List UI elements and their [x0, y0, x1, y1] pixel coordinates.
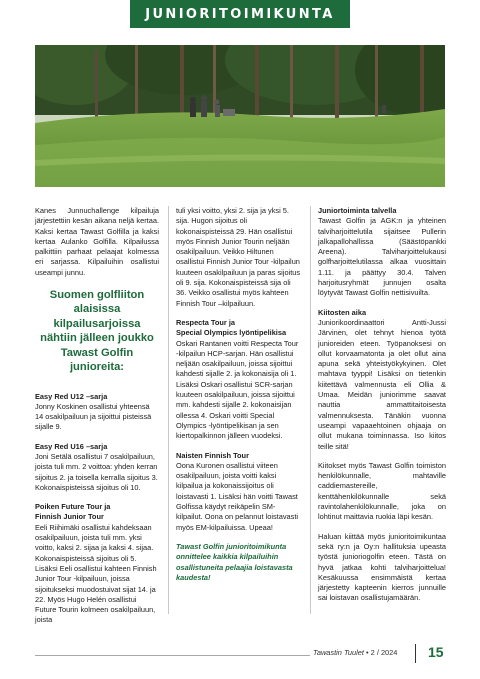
- poiken-paragraph: Eeli Riihimäki osallistui kahdeksaan osakilpailuun, joista tuli mm. yksi voitto, kaksi 2. sijaa ja kaksi 4. sijaa. Kokonaispisteissä sijoitus oli 5. Lisäksi Eeli osallistui kahteen Finnish Junior Tour -kilpailuun, joissa sijoitukseksi muodostuivat sijat 14. ja 22. Myös Hugo Helén osallistui Future Tourin kolmeen osakilpailuun, joista: [35, 522, 157, 625]
- respecta-heading-line1: Respecta Tour ja: [176, 317, 236, 327]
- thanks-heading: Kiitosten aika: [318, 307, 367, 317]
- u12-paragraph: Jonny Koskinen osallistui yhteensä 14 osakilpailuun ja sijoittui pisteissä sijalle 9.: [35, 401, 152, 432]
- staff-thanks-paragraph: Kiitokset myös Tawast Golfin toimiston henkilökunnalle, mahtaville caddiemastereille, kenttähenkilökunnalle sekä ravintolahenkilökunnalle, joka on lohtinut maittavia ruokia läpi kesän.: [318, 460, 446, 522]
- golf-course-photo: [35, 45, 445, 187]
- naisten-paragraph: Oona Kuronen osallistui viiteen osakilpailuun, joista voitti kaksi kilpailua ja kokonaissijoitus oli loistavasti 1. Lisäksi hän voitti Tawast Golfissa käydyt reikäpelin SM-kilpailut. Oona on pelannut loistavasti myös EM-kilpailuissa. Upeaa!: [176, 460, 299, 532]
- poiken-heading-line2: Finnish Junior Tour: [35, 512, 104, 522]
- page-number: 15: [428, 644, 444, 660]
- respecta-paragraph: Oskari Rantanen voitti Respecta Tour -kilpailun HCP-sarjan. Hän osallistui neljään osakilpailuun, joissa sijoittui kahdesti sijalle 2. ja kokonaisija oli 1. Lisäksi Oskari osallistui SCR-sarjan kuuteen osakilpailuun, joissa sijoittui mm. kahdesti sijalle 2. kokonaisijan ollessa 4. Oskari voitti Special Olympics -lyöntipelikisan ja sen kiertopalkinnon jälleen vuodeksi.: [176, 338, 299, 441]
- intro-paragraph: Kanes Junnuchallenge kilpailuja järjestettiin kesän aikana neljä kertaa. Kaksi kertaa Tawast Golfilla ja kaksi kertaa Aulanko Golfilla. Kilpailussa palkittiin parhaat pelaajat kolmessa eri sarjassa. Kilpailuihin osallistui useampi junnu.: [35, 206, 159, 277]
- column-2: [176, 206, 302, 592]
- winter-paragraph: Tawast Golfin ja AGK:n ja yhteinen talviharjoittelutila sijaitsee Pullerin jalkapallohallissa (Säästöpankki Areena). Talviharjoittelukausi golfharjoittelutilassa alkaa vuosittain 1.11. ja päättyy 30.4. Talven harjoitusryhmät junnujen osalta löytyvät Tawast Golfin nettisivuilta.: [318, 216, 446, 298]
- column-3: [318, 206, 446, 604]
- column-divider: [168, 206, 169, 614]
- footer-publication: Tawastin Tuulet • 2 / 2024: [310, 648, 400, 657]
- u16-paragraph: Joni Setälä osallistui 7 osakilpailuun, joista tuli mm. 2 voittoa: yhden kerran sijoitus 2. ja toisella kerralla sijoitus 3. Kokonaispisteissä sijoitus oli 10.: [35, 452, 158, 492]
- u16-heading: Easy Red U16 –sarja: [35, 441, 108, 451]
- poiken-heading-line1: Poiken Future Tour ja: [35, 502, 111, 512]
- closing-congratulations: Tawast Golfin junioritoimikunta onnittelee kaikkia kilpailuihin osallistuneita pelaajia loistavasta kaudesta!: [176, 541, 293, 582]
- continued-paragraph: tuli yksi voitto, yksi 2. sija ja yksi 5. sija. Hugon sijoitus oli kokonaispisteissä 29. Hän osallistui myös Finnish Junior Tourin neljään osakilpailuun. Veikko Hiltunen osallistui Finnish Junior Tour -kilpailun kuuteen osakilpailuun ja paras sijoitus oli 9. sija. Kokonaispisteissä sija oli 36. Veikko osallistui myös kahteen Finnish Tour –kilpailuun.: [176, 206, 301, 308]
- final-paragraph: Haluan kiittää myös junioritoimikuntaa sekä ry:n ja Oy:n hallituksia upeasta työstä junioriogolfin eteen. Tästä on hyvä jatkaa kohti talviharjoittelua! Kesäkuussa ensimmäistä kertaa järjestetty kapteenin kierros junnuille sai loistavan osallistujamäärän.: [318, 531, 446, 603]
- column-1: [35, 206, 159, 626]
- footer-divider: [415, 644, 416, 663]
- thanks-paragraph: Juniorikoordinaattori Antti-Jussi Järvinen, olet tehnyt hienoa työtä junioreiden eteen. Työpanoksesi on ollut korvaamatonta ja olet ollut aina apuna sekä yhteistyökykyinen. Olet mahtava tyyppi! Lisäksi on tietenkin kiitettävä valmennusta eli Ollia & Umaa. Meidän juniorimme saavat nauttia ammattitaitoisesta valmennuksesta. Tänäkin vuonna useampi vapaaehtoinen ohjaaja on ollut mukana toiminnassa. Iso kiitos teille sitä!: [318, 317, 446, 451]
- winter-heading: Juniortoiminta talvella: [318, 206, 397, 215]
- column-divider: [310, 206, 311, 614]
- section-header: [130, 0, 350, 28]
- u12-heading: Easy Red U12 –sarja: [35, 391, 108, 401]
- section-title: JUNIORITOIMIKUNTA: [145, 6, 335, 22]
- magazine-name: Tawastin Tuulet: [313, 648, 364, 657]
- naisten-heading: Naisten Finnish Tour: [176, 450, 249, 460]
- issue-number: 2 / 2024: [370, 648, 398, 657]
- callout-heading: Suomen golfliiton alaisissa kilpailusarjoissa nähtiin jälleen joukko Tawast Golfin junioreita:: [40, 289, 154, 374]
- golf-course-illustration: [35, 45, 445, 187]
- respecta-heading-line2: Special Olympics lyöntipelikisa: [176, 328, 287, 338]
